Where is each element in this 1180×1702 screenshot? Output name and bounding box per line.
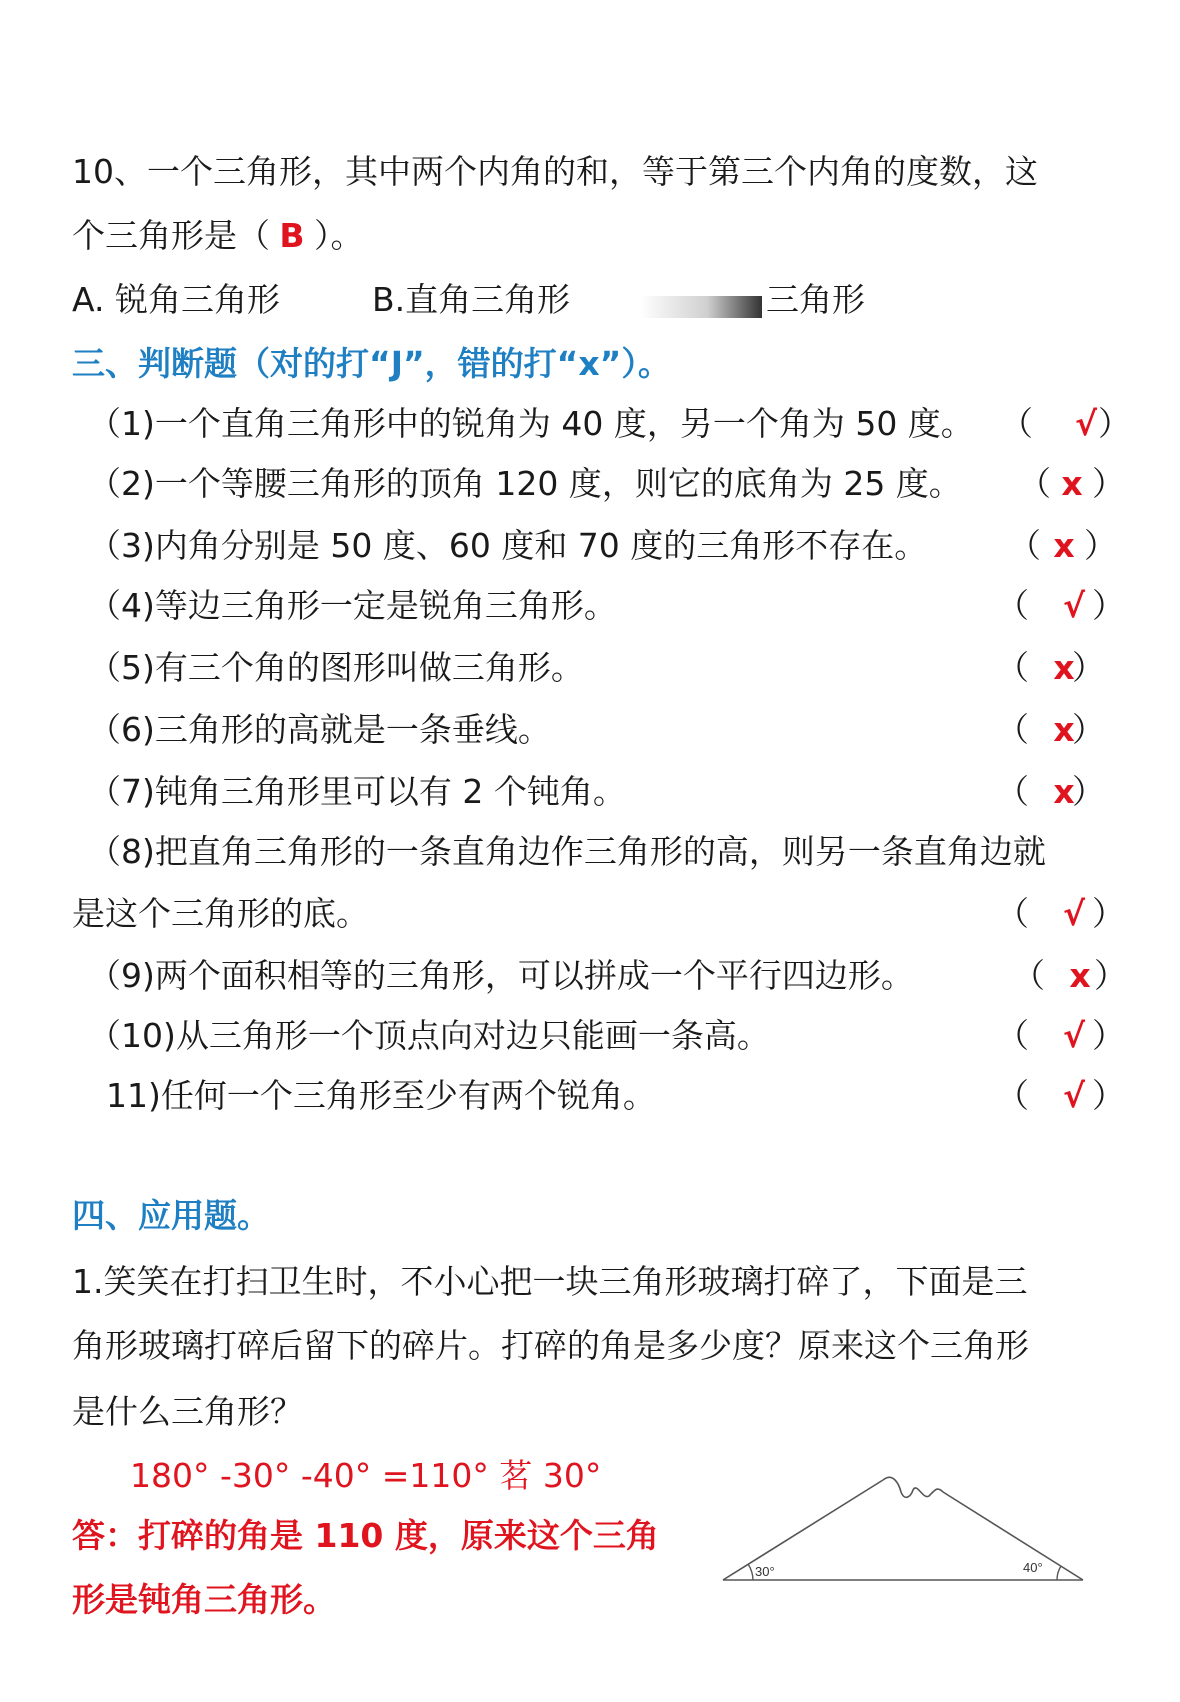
answer-line-2: 形是钝角三角形。 [72, 1580, 336, 1619]
section3-title: 三、判断题（对的打“J”，错的打“x”）。 [72, 344, 671, 383]
judgment-item-10-paren-open: （ [996, 1016, 1029, 1055]
judgment-item-10-paren-close: ） [1092, 1016, 1125, 1055]
judgment-item-10-text: （10)从三角形一个顶点向对边只能画一条高。 [88, 1016, 770, 1055]
broken-glass-figure [715, 1462, 1095, 1582]
judgment-item-3-text: （3)内角分别是 50 度、60 度和 70 度的三角形不存在。 [88, 526, 928, 565]
judgment-item-8-continuation: 是这个三角形的底。 [72, 894, 369, 933]
calc-line: 180° -30° -40° =110° 茗 30° [130, 1456, 602, 1495]
judgment-item-1-paren-close: ） [1098, 404, 1131, 443]
judgment-item-2-paren-close: ） [1092, 464, 1125, 503]
judgment-item-4-text: （4)等边三角形一定是锐角三角形。 [88, 586, 617, 625]
judgment-item-11-text: 11)任何一个三角形至少有两个锐角。 [106, 1076, 656, 1115]
judgment-item-5-paren-open: （ [996, 648, 1029, 687]
judgment-item-7-text: （7)钝角三角形里可以有 2 个钝角。 [88, 772, 626, 811]
q10-option-b: B.直角三角形 [372, 280, 571, 319]
q10-line1: 10、一个三角形，其中两个内角的和，等于第三个内角的度数，这 [72, 152, 1038, 191]
judgment-item-6-text: （6)三角形的高就是一条垂线。 [88, 710, 551, 749]
judgment-item-6-paren-close: ） [1072, 710, 1105, 749]
q10-line2-suffix: ）。 [314, 216, 364, 255]
judgment-item-9-paren-close: ） [1094, 956, 1127, 995]
judgment-item-2-text: （2)一个等腰三角形的顶角 120 度，则它的底角为 25 度。 [88, 464, 962, 503]
judgment-item-5-text: （5)有三个角的图形叫做三角形。 [88, 648, 584, 687]
judgment-item-6-paren-open: （ [996, 710, 1029, 749]
figure-left-side [723, 1480, 883, 1580]
smudge-redaction [640, 296, 762, 318]
angle-arc-left [748, 1564, 753, 1580]
judgment-item-1-answer-mark: √ [1074, 404, 1097, 443]
judgment-item-5-paren-close: ） [1072, 648, 1105, 687]
q1-line-2: 角形玻璃打碎后留下的碎片。打碎的角是多少度？原来这个三角形 [72, 1326, 1029, 1365]
judgment-item-4-paren-close: ） [1092, 586, 1125, 625]
judgment-item-1-text: （1)一个直角三角形中的锐角为 40 度，另一个角为 50 度。 [88, 404, 974, 443]
q1-line-1: 1.笑笑在打扫卫生时，不小心把一块三角形玻璃打碎了，下面是三 [72, 1262, 1028, 1301]
judgment-item-6-answer-mark: x [1053, 710, 1075, 749]
figure-right-side [943, 1492, 1083, 1580]
q10-option-c-tail: 三角形 [766, 280, 865, 319]
judgment-item-7-answer-mark: x [1053, 772, 1075, 811]
judgment-item-2-answer-mark: x [1061, 464, 1083, 503]
judgment-item-8-text: （8)把直角三角形的一条直角边作三角形的高，则另一条直角边就 [88, 832, 1046, 871]
judgment-item-3-paren-close: ） [1084, 526, 1117, 565]
judgment-item-4-paren-open: （ [996, 586, 1029, 625]
q10-line2-prefix: 个三角形是（ [72, 216, 270, 255]
judgment-item-5-answer-mark: x [1053, 648, 1075, 687]
angle-label-right: 40° [1023, 1560, 1043, 1575]
q10-line2 [72, 216, 364, 256]
judgment-item-7-paren-close: ） [1072, 772, 1105, 811]
judgment-item-10-answer-mark: √ [1062, 1016, 1085, 1055]
answer-line-1: 答：打碎的角是 110 度，原来这个三角 [72, 1516, 659, 1555]
angle-label-left: 30° [755, 1564, 775, 1579]
angle-arc-right [1057, 1566, 1061, 1580]
judgment-item-9-paren-open: （ [1012, 956, 1045, 995]
judgment-item-1-paren-open: （ [1000, 404, 1033, 443]
q1-line-3: 是什么三角形？ [72, 1392, 303, 1431]
judgment-item-11-paren-open: （ [996, 1076, 1029, 1115]
judgment-item-3-paren-open: （ [1008, 526, 1041, 565]
judgment-item-3-answer-mark: x [1053, 526, 1075, 565]
judgment-item-11-answer-mark: √ [1062, 1076, 1085, 1115]
figure-broken-edge [883, 1477, 943, 1497]
judgment-item-8-paren-close: ） [1092, 894, 1125, 933]
judgment-item-9-text: （9)两个面积相等的三角形，可以拼成一个平行四边形。 [88, 956, 914, 995]
q10-answer: B [279, 216, 305, 255]
judgment-item-4-answer-mark: √ [1062, 586, 1085, 625]
judgment-item-2-paren-open: （ [1018, 464, 1051, 503]
judgment-item-8-paren-open: （ [996, 894, 1029, 933]
q10-option-a: A. 锐角三角形 [72, 280, 280, 319]
judgment-item-8-answer-mark: √ [1062, 894, 1085, 933]
judgment-item-7-paren-open: （ [996, 772, 1029, 811]
judgment-item-11-paren-close: ） [1092, 1076, 1125, 1115]
judgment-item-9-answer-mark: x [1069, 956, 1091, 995]
section4-title: 四、应用题。 [72, 1196, 270, 1235]
